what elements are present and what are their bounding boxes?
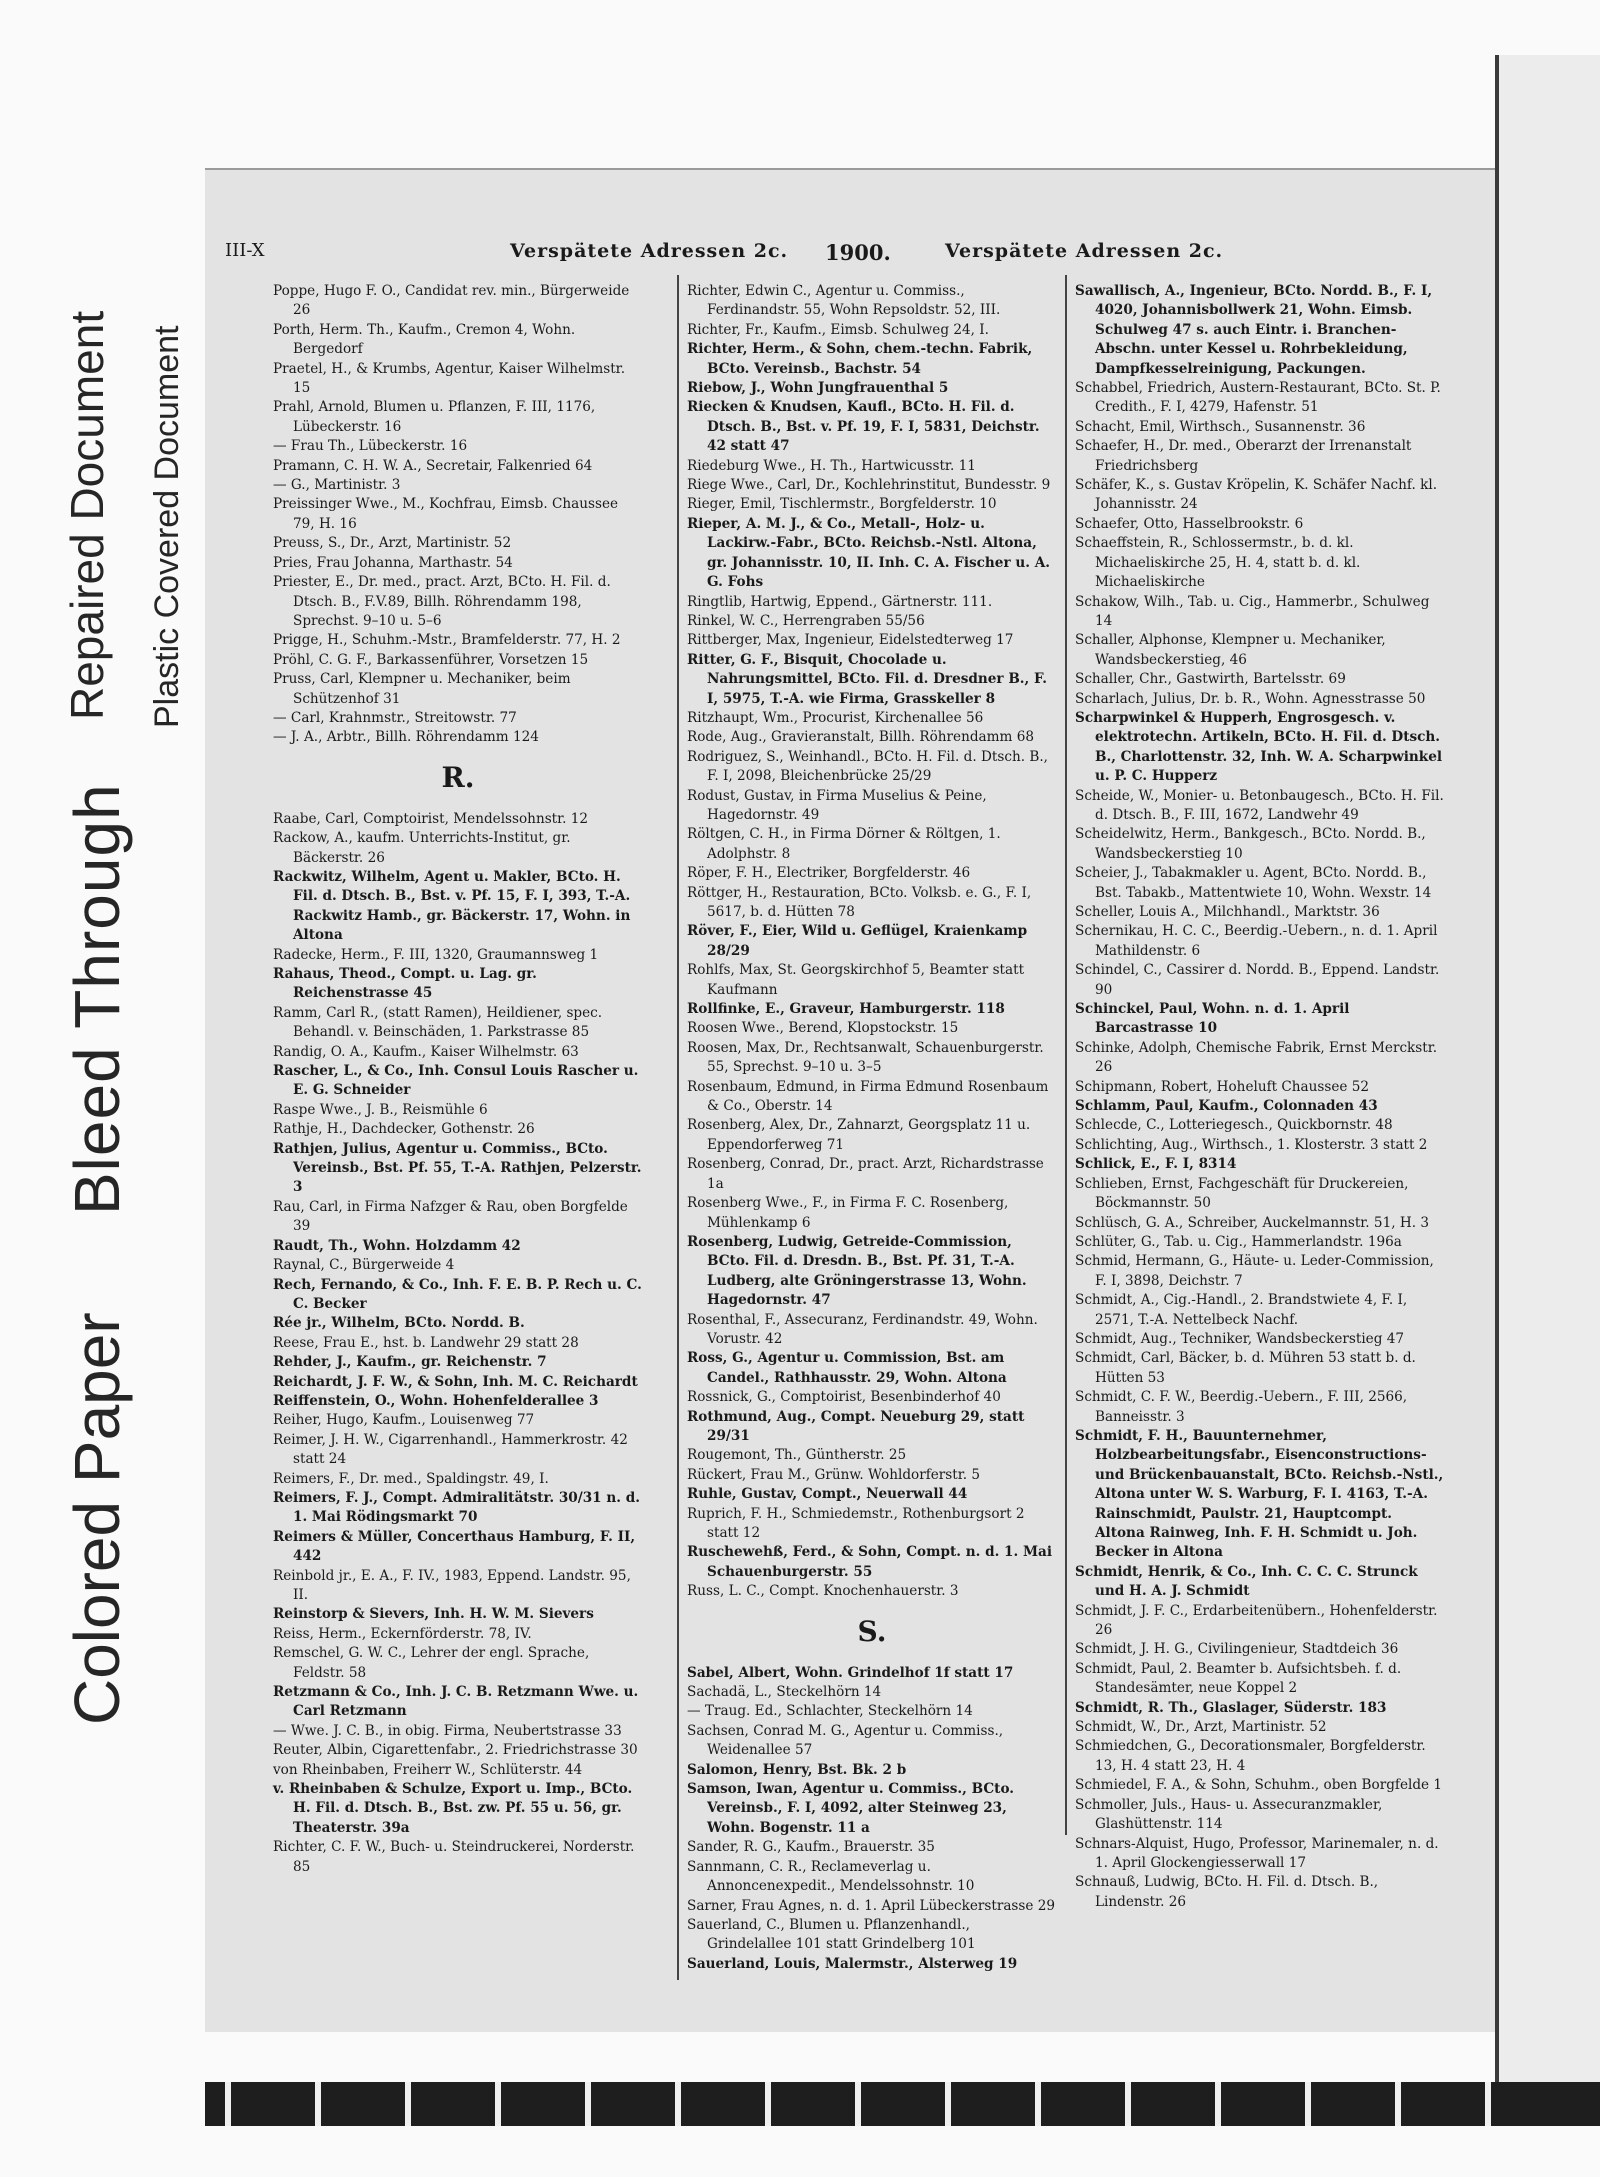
label-colored-paper: Colored Paper <box>61 1312 133 1725</box>
directory-entry: — J. A., Arbtr., Billh. Röhrendamm 124 <box>273 729 539 746</box>
directory-entry: Rollfinke, E., Graveur, Hamburgerstr. 118 <box>687 1001 1005 1018</box>
directory-entry: Schlecde, C., Lotteriegesch., Quickbornstr. 48 <box>1075 1117 1393 1134</box>
directory-entry: Rech, Fernando, & Co., Inh. F. E. B. P. Rech u. C. C. Becker <box>273 1276 642 1312</box>
directory-entry: Riege Wwe., Carl, Dr., Kochlehrinstitut, Bundesstr. 9 <box>687 477 1051 494</box>
directory-entry: v. Rheinbaben & Schulze, Export u. Imp., BCto. H. Fil. d. Dtsch. B., Bst. zw. Pf. 55 u. 56, gr. Theaterstr. 39a <box>273 1781 633 1836</box>
directory-entry: Richter, Fr., Kaufm., Eimsb. Schulweg 24, I. <box>687 321 990 338</box>
directory-entry: Schindel, C., Cassirer d. Nordd. B., Eppend. Landstr. 90 <box>1075 962 1440 998</box>
directory-entry: Rodust, Gustav, in Firma Muselius & Peine, Hagedornstr. 49 <box>687 787 987 823</box>
directory-entry: Prahl, Arnold, Blumen u. Pflanzen, F. III, 1176, Lübeckerstr. 16 <box>273 399 596 435</box>
directory-entry: Schlieben, Ernst, Fachgeschäft für Druckereien, Böckmannstr. 50 <box>1075 1175 1409 1212</box>
directory-entry: — Frau Th., Lübeckerstr. 16 <box>273 438 468 455</box>
directory-entry: Schaefer, H., Dr. med., Oberarzt der Irrenanstalt Friedrichsberg <box>1075 438 1412 474</box>
directory-entry: Rohlfs, Max, St. Georgskirchhof 5, Beamter statt Kaufmann <box>687 962 1025 998</box>
directory-entry: Rosenbaum, Edmund, in Firma Edmund Rosenbaum & Co., Oberstr. 14 <box>687 1078 1049 1115</box>
directory-entry: Schmoller, Juls., Haus- u. Assecuranzmakler, Glashüttenstr. 114 <box>1075 1796 1383 1833</box>
directory-entry: Röttger, H., Restauration, BCto. Volksb. e. G., F. I, 5617, b. d. Hütten 78 <box>687 884 1032 920</box>
directory-entry: Remschel, G. W. C., Lehrer der engl. Sprache, Feldstr. 58 <box>273 1645 590 1681</box>
label-plastic-covered: Plastic Covered Document <box>148 325 186 728</box>
directory-entry: Schlichting, Aug., Wirthsch., 1. Klosterstr. 3 statt 2 <box>1075 1136 1428 1153</box>
directory-entry: Reiher, Hugo, Kaufm., Louisenweg 77 <box>273 1412 535 1429</box>
directory-entry: Ramm, Carl R., (statt Ramen), Heildiener, spec. Behandl. v. Beinschäden, 1. Parkstrasse 85 <box>273 1004 603 1041</box>
scanned-page <box>205 168 1495 2032</box>
film-strip <box>205 2082 1600 2126</box>
directory-entry: Richter, Herm., & Sohn, chem.-techn. Fabrik, BCto. Vereinsb., Bachstr. 54 <box>687 341 1033 377</box>
directory-entry: Rau, Carl, in Firma Nafzger & Rau, oben Borgfelde 39 <box>273 1198 628 1235</box>
directory-entry: Schabbel, Friedrich, Austern-Restaurant, BCto. St. P. Credith., F. I, 4279, Hafenstr. 51 <box>1075 380 1441 416</box>
section-letter: S. <box>857 1614 887 1648</box>
directory-entry: Scheier, J., Tabakmakler u. Agent, BCto. Nordd. B., Bst. Tabakb., Mattentwiete 10, Wohn. Wexstr. 14 <box>1075 865 1432 901</box>
directory-entry: Scheide, W., Monier- u. Betonbaugesch., BCto. H. Fil. d. Dtsch. B., F. III, 1672, Landwehr 49 <box>1075 787 1444 823</box>
directory-entry: Raabe, Carl, Comptoirist, Mendelssohnstr. 12 <box>273 810 589 827</box>
directory-entry: Rieper, A. M. J., & Co., Metall-, Holz- u. Lackirw.-Fabr., BCto. Reichsb.-Nstl. Altona, gr. Johannisstr. 10, II. Inh. C. A. Fischer u. A. G. Fohs <box>687 515 1050 591</box>
directory-entry: Schmidt, F. H., Bauunternehmer, Holzbearbeitungsfabr., Eisenconstructions- und Brückenbauanstalt, BCto. Reichsb.-Nstl., Altona unter W. S. Warburg, F. I. 4163, T.-A. Rainschmidt, Paulstr. 21, Hauptcompt. Altona Rainweg, Inh. F. H. Schmidt u. Joh. Becker in Altona <box>1075 1427 1444 1561</box>
directory-entry: Röltgen, C. H., in Firma Dörner & Röltgen, 1. Adolphstr. 8 <box>687 826 1001 862</box>
directory-entry: Rosenberg, Conrad, Dr., pract. Arzt, Richardstrasse 1a <box>687 1156 1044 1192</box>
directory-entry: Sauerland, C., Blumen u. Pflanzenhandl., Grindelallee 101 statt Grindelberg 101 <box>687 1916 976 1953</box>
directory-entry: Rosenberg, Ludwig, Getreide-Commission, BCto. Fil. d. Dresdn. B., Bst. Pf. 31, T.-A. Ludberg, alte Gröningerstrasse 13, Wohn. Hagedornstr. 47 <box>687 1233 1027 1309</box>
directory-entry: Rosenberg, Alex, Dr., Zahnarzt, Georgsplatz 11 u. Eppendorferweg 71 <box>687 1117 1031 1153</box>
directory-entry: Ringtlib, Hartwig, Eppend., Gärtnerstr. 111. <box>687 593 993 610</box>
directory-entry: Riecken & Knudsen, Kaufl., BCto. H. Fil. d. Dtsch. B., Bst. v. Pf. 19, F. I, 5831, Deichstr. 42 statt 47 <box>687 399 1040 455</box>
directory-entry: — Traug. Ed., Schlachter, Steckelhörn 14 <box>687 1703 973 1720</box>
directory-entry: Riebow, J., Wohn Jungfrauenthal 5 <box>687 380 949 397</box>
directory-entry: Röver, F., Eier, Wild u. Geflügel, Kraienkamp 28/29 <box>687 923 1028 959</box>
directory-entry: Rinkel, W. C., Herrengraben 55/56 <box>687 612 925 629</box>
directory-entry: Reiffenstein, O., Wohn. Hohenfelderallee 3 <box>273 1392 599 1409</box>
directory-entry: Rosenberg Wwe., F., in Firma F. C. Rosenberg, Mühlenkamp 6 <box>687 1195 1009 1231</box>
directory-entry: Rieger, Emil, Tischlermstr., Borgfelderstr. 10 <box>687 496 997 513</box>
directory-entry: Praetel, H., & Krumbs, Agentur, Kaiser Wilhelmstr. 15 <box>273 360 626 397</box>
directory-entry: Richter, C. F. W., Buch- u. Steindruckerei, Norderstr. 85 <box>273 1839 635 1875</box>
directory-entry: Pröhl, C. G. F., Barkassenführer, Vorsetzen 15 <box>273 651 589 668</box>
directory-entry: Schmidt, A., Cig.-Handl., 2. Brandstwiete 4, F. I, 2571, T.-A. Nettelbeck Nachf. <box>1075 1292 1408 1328</box>
directory-entry: Rehder, J., Kaufm., gr. Reichenstr. 7 <box>273 1354 547 1371</box>
directory-entry: Rothmund, Aug., Compt. Neueburg 29, statt 29/31 <box>687 1408 1025 1444</box>
directory-entry: Schlüsch, G. A., Schreiber, Auckelmannstr. 51, H. 3 <box>1075 1214 1430 1231</box>
directory-entry: Schinke, Adolph, Chemische Fabrik, Ernst Merckstr. 26 <box>1075 1039 1438 1076</box>
directory-entry: Reinbold jr., E. A., F. IV., 1983, Eppend. Landstr. 95, II. <box>273 1567 631 1603</box>
directory-entry: Russ, L. C., Compt. Knochenhauerstr. 3 <box>687 1583 959 1600</box>
directory-entry: Rossnick, G., Comptoirist, Besenbinderhof 40 <box>687 1389 1001 1406</box>
directory-entry: Rée jr., Wilhelm, BCto. Nordd. B. <box>273 1315 525 1332</box>
directory-entry: Reimers, F., Dr. med., Spaldingstr. 49, I. <box>273 1470 549 1487</box>
directory-entry: — Wwe. J. C. B., in obig. Firma, Neubertstrasse 33 <box>273 1722 622 1739</box>
directory-entry: Schaller, Chr., Gastwirth, Bartelsstr. 69 <box>1075 671 1346 688</box>
directory-entry: Schmidt, Carl, Bäcker, b. d. Mühren 53 statt b. d. Hütten 53 <box>1075 1350 1416 1386</box>
directory-entry: Schmidt, Paul, 2. Beamter b. Aufsichtsbeh. f. d. Standesämter, neue Koppel 2 <box>1075 1660 1402 1697</box>
directory-column-1 <box>273 282 643 1877</box>
directory-entry: Rackow, A., kaufm. Unterrichts-Institut, gr. Bäckerstr. 26 <box>273 830 571 866</box>
directory-entry: von Rheinbaben, Freiherr W., Schlüterstr. 44 <box>273 1761 583 1778</box>
directory-entry: Sachadä, L., Steckelhörn 14 <box>687 1684 882 1701</box>
directory-entry: Sachsen, Conrad M. G., Agentur u. Commiss., Weidenallee 57 <box>687 1722 1004 1759</box>
directory-entry: Rascher, L., & Co., Inh. Consul Louis Rascher u. E. G. Schneider <box>273 1063 639 1099</box>
directory-entry: Schäfer, K., s. Gustav Kröpelin, K. Schäfer Nachf. kl. Johannisstr. 24 <box>1075 477 1438 513</box>
directory-entry: Schnauß, Ludwig, BCto. H. Fil. d. Dtsch. B., Lindenstr. 26 <box>1075 1874 1379 1910</box>
directory-entry: Ritter, G. F., Bisquit, Chocolade u. Nahrungsmittel, BCto. Fil. d. Dresdner B., F. I, 5975, T.-A. wie Firma, Grasskeller 8 <box>687 651 1048 707</box>
directory-entry: Schmidt, C. F. W., Beerdig.-Uebern., F. III, 2566, Banneisstr. 3 <box>1075 1389 1408 1425</box>
directory-entry: Richter, Edwin C., Agentur u. Commiss., Ferdinandstr. 55, Wohn Repsoldstr. 52, III. <box>687 283 1001 319</box>
directory-entry: Salomon, Henry, Bst. Bk. 2 b <box>687 1761 907 1778</box>
directory-column-3 <box>1075 282 1445 1912</box>
directory-entry: Schmidt, Aug., Techniker, Wandsbeckerstieg 47 <box>1075 1330 1405 1347</box>
page-edge <box>1495 55 1600 2085</box>
directory-entry: Retzmann & Co., Inh. J. C. B. Retzmann Wwe. u. Carl Retzmann <box>273 1684 639 1720</box>
directory-entry: Ruhle, Gustav, Compt., Neuerwall 44 <box>687 1486 968 1503</box>
directory-entry: Schaller, Alphonse, Klempner u. Mechaniker, Wandsbeckerstieg, 46 <box>1075 632 1386 668</box>
directory-entry: Pramann, C. H. W. A., Secretair, Falkenried 64 <box>273 457 593 474</box>
directory-entry: Reuter, Albin, Cigarettenfabr., 2. Friedrichstrasse 30 <box>273 1742 638 1759</box>
directory-entry: Schakow, Wilh., Tab. u. Cig., Hammerbr., Schulweg 14 <box>1075 593 1430 629</box>
directory-entry: Schmidt, J. H. G., Civilingenieur, Stadtdeich 36 <box>1075 1641 1399 1658</box>
directory-entry: Rackwitz, Wilhelm, Agent u. Makler, BCto. H. Fil. d. Dtsch. B., Bst. v. Pf. 15, F. I, 393, T.-A. Rackwitz Hamb., gr. Bäckerstr. 17, Wohn. in Altona <box>273 868 631 944</box>
directory-entry: Raudt, Th., Wohn. Holzdamm 42 <box>273 1237 521 1254</box>
running-title-left: Verspätete Adressen 2c. <box>510 240 789 262</box>
directory-entry: Riedeburg Wwe., H. Th., Hartwicusstr. 11 <box>687 457 976 474</box>
directory-entry: Schmidt, R. Th., Glaslager, Süderstr. 183 <box>1075 1699 1387 1716</box>
directory-entry: Reinstorp & Sievers, Inh. H. W. M. Sievers <box>273 1606 594 1623</box>
directory-entry: Rougemont, Th., Güntherstr. 25 <box>687 1447 907 1464</box>
directory-entry: Rückert, Frau M., Grünw. Wohldorferstr. 5 <box>687 1466 981 1483</box>
directory-entry: Schlamm, Paul, Kaufm., Colonnaden 43 <box>1075 1098 1378 1115</box>
directory-entry: Rathjen, Julius, Agentur u. Commiss., BCto. Vereinsb., Bst. Pf. 55, T.-A. Rathjen, Pelzerstr. 3 <box>273 1140 642 1196</box>
directory-entry: Schmiedchen, G., Decorationsmaler, Borgfelderstr. 13, H. 4 statt 23, H. 4 <box>1075 1738 1426 1774</box>
running-title-right: Verspätete Adressen 2c. <box>945 240 1224 262</box>
directory-entry: Raspe Wwe., J. B., Reismühle 6 <box>273 1101 488 1118</box>
directory-entry: Sarner, Frau Agnes, n. d. 1. April Lübeckerstrasse 29 <box>687 1897 1056 1914</box>
directory-entry: Ruprich, F. H., Schmiedemstr., Rothenburgsort 2 statt 12 <box>687 1505 1025 1541</box>
directory-entry: Ross, G., Agentur u. Commission, Bst. am Candel., Rathhausstr. 29, Wohn. Altona <box>687 1350 1007 1386</box>
directory-entry: Schnars-Alquist, Hugo, Professor, Marinemaler, n. d. 1. April Glockengiesserwall 17 <box>1075 1835 1439 1871</box>
directory-entry: Schaeffstein, R., Schlossermstr., b. d. kl. Michaeliskirche 25, H. 4, statt b. d. kl. Michaeliskirche <box>1075 535 1361 591</box>
label-bleed-through: Bleed Through <box>61 783 133 1215</box>
column-divider <box>677 275 679 1980</box>
directory-entry: Reiss, Herm., Eckernförderstr. 78, IV. <box>273 1625 532 1642</box>
directory-entry: Pruss, Carl, Klempner u. Mechaniker, beim Schützenhof 31 <box>273 671 571 707</box>
directory-entry: Rittberger, Max, Ingenieur, Eidelstedterweg 17 <box>687 632 1014 649</box>
page-year: 1900. <box>825 240 891 265</box>
directory-entry: Samson, Iwan, Agentur u. Commiss., BCto. Vereinsb., F. I, 4092, alter Steinweg 23, Wohn. Bogenstr. 11 a <box>687 1781 1015 1836</box>
directory-entry: Schmid, Hermann, G., Häute- u. Leder-Commission, F. I, 3898, Deichstr. 7 <box>1075 1253 1434 1289</box>
directory-entry: Roosen, Max, Dr., Rechtsanwalt, Schauenburgerstr. 55, Sprechst. 9–10 u. 3–5 <box>687 1039 1044 1076</box>
directory-entry: Sawallisch, A., Ingenieur, BCto. Nordd. B., F. I, 4020, Johannisbollwerk 21, Wohn. Eimsb. Schulweg 47 s. auch Eintr. i. Branchen-Abschn. unter Kessel u. Rohrbekleidung, Dampfkesselreinigung, Packungen. <box>1075 283 1433 377</box>
directory-entry: Schmiedel, F. A., & Sohn, Schuhm., oben Borgfelde 1 <box>1075 1777 1443 1794</box>
directory-entry: Preissinger Wwe., M., Kochfrau, Eimsb. Chaussee 79, H. 16 <box>273 496 619 532</box>
page-header <box>205 240 1495 276</box>
directory-entry: Rode, Aug., Gravieranstalt, Billh. Röhrendamm 68 <box>687 729 1035 746</box>
directory-entry: Reese, Frau E., hst. b. Landwehr 29 statt 28 <box>273 1334 579 1351</box>
directory-entry: Scheller, Louis A., Milchhandl., Marktstr. 36 <box>1075 904 1380 920</box>
directory-entry: — Carl, Krahnmstr., Streitowstr. 77 <box>273 709 517 726</box>
directory-entry: Rahaus, Theod., Compt. u. Lag. gr. Reichenstrasse 45 <box>273 966 537 1002</box>
directory-entry: Rosenthal, F., Assecuranz, Ferdinandstr. 49, Wohn. Vorustr. 42 <box>687 1311 1038 1347</box>
directory-entry: Schipmann, Robert, Hoheluft Chaussee 52 <box>1075 1078 1370 1095</box>
directory-entry: Prigge, H., Schuhm.-Mstr., Bramfelderstr. 77, H. 2 <box>273 632 621 649</box>
section-letter: R. <box>441 760 475 794</box>
label-repaired-document: Repaired Document <box>61 310 113 720</box>
directory-entry: Reimer, J. H. W., Cigarrenhandl., Hammerkrostr. 42 statt 24 <box>273 1431 628 1468</box>
directory-entry: Schmidt, Henrik, & Co., Inh. C. C. C. Strunck und H. A. J. Schmidt <box>1075 1563 1418 1600</box>
directory-entry: Sannmann, C. R., Reclameverlag u. Annoncenexpedit., Mendelssohnstr. 10 <box>687 1858 975 1895</box>
directory-entry: Sander, R. G., Kaufm., Brauerstr. 35 <box>687 1839 935 1856</box>
directory-entry: Schaefer, Otto, Hasselbrookstr. 6 <box>1075 515 1304 532</box>
directory-entry: Priester, E., Dr. med., pract. Arzt, BCto. H. Fil. d. Dtsch. B., F.V.89, Billh. Röhrendamm 198, Sprechst. 9–10 u. 5–6 <box>273 574 611 629</box>
directory-entry: Reichardt, J. F. W., & Sohn, Inh. M. C. Reichardt <box>273 1373 638 1390</box>
directory-entry: Schlüter, G., Tab. u. Cig., Hammerlandstr. 196a <box>1075 1233 1402 1250</box>
directory-entry: Ruschewehß, Ferd., & Sohn, Compt. n. d. 1. Mai Schauenburgerstr. 55 <box>687 1544 1052 1580</box>
directory-entry: Randig, O. A., Kaufm., Kaiser Wilhelmstr. 63 <box>273 1043 579 1060</box>
directory-entry: Scharpwinkel & Hupperh, Engrosgesch. v. elektrotechn. Artikeln, BCto. H. Fil. d. Dtsch. B., Charlottenstr. 32, Inh. W. A. Scharpwinkel u. P. C. Hupperz <box>1075 709 1443 785</box>
directory-entry: Reimers & Müller, Concerthaus Hamburg, F. II, 442 <box>273 1528 636 1565</box>
directory-entry: Schlick, E., F. I, 8314 <box>1075 1156 1237 1173</box>
directory-entry: Sauerland, Louis, Malermstr., Alsterweg 19 <box>687 1955 1018 1972</box>
directory-entry: Schmidt, W., Dr., Arzt, Martinistr. 52 <box>1075 1719 1327 1736</box>
directory-entry: Ritzhaupt, Wm., Procurist, Kirchenallee 56 <box>687 709 984 726</box>
directory-entry: Schmidt, J. F. C., Erdarbeitenübern., Hohenfelderstr. 26 <box>1075 1602 1438 1639</box>
directory-entry: Porth, Herm. Th., Kaufm., Cremon 4, Wohn. Bergedorf <box>273 321 576 358</box>
directory-entry: Röper, F. H., Electriker, Borgfelderstr. 46 <box>687 865 971 882</box>
directory-entry: Schacht, Emil, Wirthsch., Susannenstr. 36 <box>1075 418 1366 435</box>
directory-entry: Scheidelwitz, Herm., Bankgesch., BCto. Nordd. B., Wandsbeckerstieg 10 <box>1075 826 1426 862</box>
directory-entry: Reimers, F. J., Compt. Admiralitätstr. 30/31 n. d. 1. Mai Rödingsmarkt 70 <box>273 1489 640 1526</box>
directory-entry: Roosen Wwe., Berend, Klopstockstr. 15 <box>687 1020 959 1037</box>
directory-entry: — G., Martinistr. 3 <box>273 477 401 494</box>
directory-entry: Preuss, S., Dr., Arzt, Martinistr. 52 <box>273 535 512 552</box>
column-divider <box>1065 275 1067 1835</box>
directory-entry: Poppe, Hugo F. O., Candidat rev. min., Bürgerweide 26 <box>273 283 630 319</box>
directory-entry: Schernikau, H. C. C., Beerdig.-Uebern., n. d. 1. April Mathildenstr. 6 <box>1075 923 1438 959</box>
side-labels <box>0 0 186 2177</box>
directory-entry: Scharlach, Julius, Dr. b. R., Wohn. Agnesstrasse 50 <box>1075 690 1426 707</box>
directory-column-2 <box>687 282 1057 1974</box>
directory-entry: Raynal, C., Bürgerweide 4 <box>273 1257 455 1274</box>
directory-entry: Schinckel, Paul, Wohn. n. d. 1. April Barcastrasse 10 <box>1075 1001 1350 1037</box>
page-number: III-X <box>225 240 265 261</box>
directory-entry: Rodriguez, S., Weinhandl., BCto. H. Fil. d. Dtsch. B., F. I, 2098, Bleichenbrücke 25/29 <box>687 748 1048 785</box>
directory-entry: Pries, Frau Johanna, Marthastr. 54 <box>273 554 513 571</box>
directory-entry: Rathje, H., Dachdecker, Gothenstr. 26 <box>273 1121 535 1138</box>
directory-entry: Radecke, Herm., F. III, 1320, Graumannsweg 1 <box>273 946 599 963</box>
directory-entry: Sabel, Albert, Wohn. Grindelhof 1f statt 17 <box>687 1664 1014 1681</box>
